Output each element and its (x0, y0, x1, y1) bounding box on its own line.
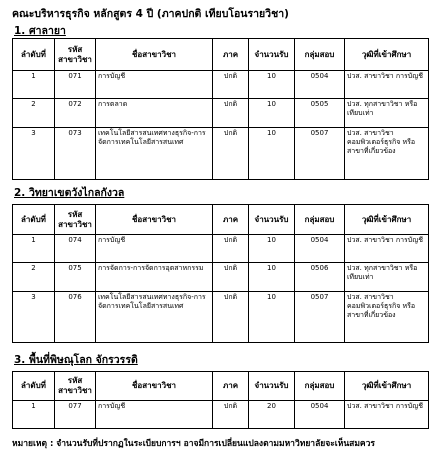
section-title-phitsanulok: 3. พื้นที่พิษณุโลก จักรวรรดิ (14, 354, 138, 366)
header-qual: วุฒิที่เข้าศึกษา (345, 372, 429, 401)
cell-code: 076 (55, 292, 96, 343)
cell-seq: 1 (13, 71, 55, 99)
table-row (13, 292, 429, 343)
cell-seq: 2 (13, 99, 55, 128)
cell-name: การตลาด (96, 99, 213, 128)
header-code: รหัส สาขาวิชา (55, 39, 96, 71)
table-row (13, 128, 429, 180)
cell-qual: ปวส. สาขาวิชา การบัญชี (345, 401, 429, 429)
table-row (13, 71, 429, 99)
cell-group: 0507 (295, 128, 345, 180)
header-seats: จำนวนรับ (249, 205, 295, 235)
section-title-wang-klai-kangwon: 2. วิทยาเขตวังไกลกังวล (14, 187, 125, 199)
cell-code: 074 (55, 235, 96, 263)
cell-seq: 1 (13, 401, 55, 429)
cell-seq: 1 (13, 235, 55, 263)
cell-code: 073 (55, 128, 96, 180)
cell-term: ปกติ (213, 401, 249, 429)
cell-seats: 20 (249, 401, 295, 429)
cell-group: 0504 (295, 401, 345, 429)
cell-seats: 10 (249, 71, 295, 99)
header-seq: ลำดับที่ (13, 372, 55, 401)
cell-name: เทคโนโลยีสารสนเทศทางธุรกิจ-การจัดการเทคโนโลยีสารสนเทศ (96, 292, 213, 343)
cell-code: 071 (55, 71, 96, 99)
header-term: ภาค (213, 205, 249, 235)
table-row (13, 99, 429, 128)
footnote: หมายเหตุ : จำนวนรับที่ปรากฏในระเบียบการฯ อาจมีการเปลี่ยนแปลงตามมหาวิทยาลัยจะเห็นสมควร (12, 439, 375, 449)
cell-code: 072 (55, 99, 96, 128)
cell-qual: ปวส. สาขาวิชา การบัญชี (345, 71, 429, 99)
header-name: ชื่อสาขาวิชา (96, 39, 213, 71)
header-group: กลุ่มสอบ (295, 372, 345, 401)
cell-group: 0505 (295, 99, 345, 128)
cell-term: ปกติ (213, 263, 249, 292)
header-qual: วุฒิที่เข้าศึกษา (345, 39, 429, 71)
cell-seq: 3 (13, 128, 55, 180)
document-title: คณะบริหารธุรกิจ หลักสูตร 4 ปี (ภาคปกติ เทียบโอนรายวิชา) (12, 8, 289, 20)
cell-term: ปกติ (213, 235, 249, 263)
header-qual: วุฒิที่เข้าศึกษา (345, 205, 429, 235)
header-seq: ลำดับที่ (13, 205, 55, 235)
cell-qual: ปวส. ทุกสาขาวิชา หรือเทียบเท่า (345, 99, 429, 128)
header-group: กลุ่มสอบ (295, 205, 345, 235)
cell-group: 0506 (295, 263, 345, 292)
cell-name: เทคโนโลยีสารสนเทศทางธุรกิจ-การจัดการเทคโนโลยีสารสนเทศ (96, 128, 213, 180)
cell-qual: ปวส. สาขาวิชา คอมพิวเตอร์ธุรกิจ หรือสาขาที่เกี่ยวข้อง (345, 128, 429, 180)
cell-term: ปกติ (213, 99, 249, 128)
cell-term: ปกติ (213, 128, 249, 180)
cell-group: 0504 (295, 71, 345, 99)
program-table-salaya (12, 38, 429, 180)
header-term: ภาค (213, 39, 249, 71)
header-term: ภาค (213, 372, 249, 401)
program-table-phitsanulok (12, 371, 429, 429)
header-seats: จำนวนรับ (249, 39, 295, 71)
cell-seats: 10 (249, 235, 295, 263)
table-row (13, 401, 429, 429)
header-seats: จำนวนรับ (249, 372, 295, 401)
cell-name: การจัดการ-การจัดการอุตสาหกรรม (96, 263, 213, 292)
cell-code: 077 (55, 401, 96, 429)
header-name: ชื่อสาขาวิชา (96, 372, 213, 401)
header-code: รหัส สาขาวิชา (55, 372, 96, 401)
cell-seats: 10 (249, 99, 295, 128)
cell-seats: 10 (249, 292, 295, 343)
table-row (13, 263, 429, 292)
cell-seats: 10 (249, 263, 295, 292)
header-name: ชื่อสาขาวิชา (96, 205, 213, 235)
cell-name: การบัญชี (96, 71, 213, 99)
cell-seats: 10 (249, 128, 295, 180)
cell-qual: ปวส. สาขาวิชา การบัญชี (345, 235, 429, 263)
table-row (13, 235, 429, 263)
cell-code: 075 (55, 263, 96, 292)
cell-name: การบัญชี (96, 235, 213, 263)
section-title-salaya: 1. ศาลายา (14, 25, 66, 37)
cell-qual: ปวส. ทุกสาขาวิชา หรือเทียบเท่า (345, 263, 429, 292)
cell-name: การบัญชี (96, 401, 213, 429)
program-table-wang-klai-kangwon (12, 204, 429, 343)
cell-seq: 2 (13, 263, 55, 292)
cell-seq: 3 (13, 292, 55, 343)
cell-group: 0504 (295, 235, 345, 263)
header-seq: ลำดับที่ (13, 39, 55, 71)
header-group: กลุ่มสอบ (295, 39, 345, 71)
cell-group: 0507 (295, 292, 345, 343)
header-code: รหัส สาขาวิชา (55, 205, 96, 235)
cell-qual: ปวส. สาขาวิชา คอมพิวเตอร์ธุรกิจ หรือสาขาที่เกี่ยวข้อง (345, 292, 429, 343)
cell-term: ปกติ (213, 71, 249, 99)
cell-term: ปกติ (213, 292, 249, 343)
